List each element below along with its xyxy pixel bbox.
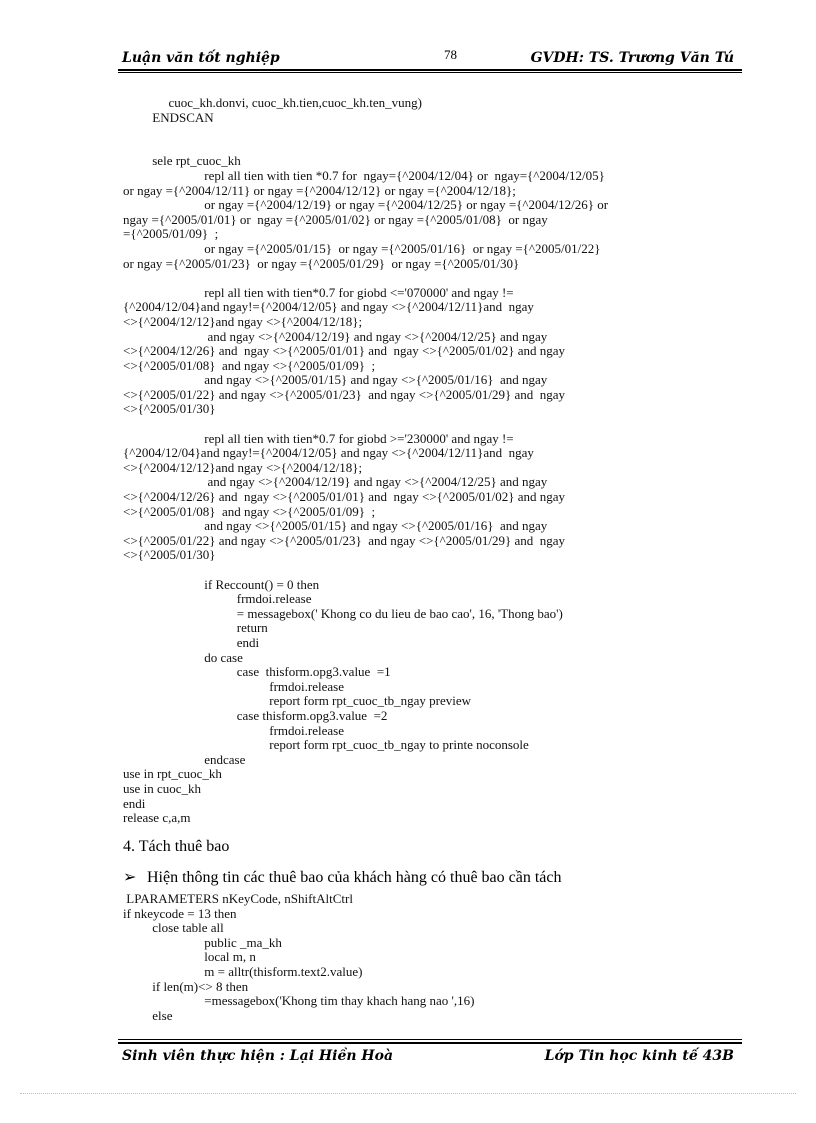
header-thesis-title: Luận văn tốt nghiệp <box>122 50 280 66</box>
code-block-split <box>123 892 743 1023</box>
code-line: and ngay <>{^2004/12/19} and ngay <>{^2004/12/25} and ngay <box>123 328 548 344</box>
code-line: sele rpt_cuoc_kh <box>123 153 241 169</box>
bullet-text: Hiện thông tin các thuê bao của khách hàng có thuê bao cần tách <box>147 869 562 886</box>
code-line: endcase <box>123 751 246 767</box>
code-line: <>{^2004/12/26} and ngay <>{^2005/01/01} and ngay <>{^2005/01/02} and ngay <box>123 489 566 505</box>
code-line: or ngay ={^2005/01/23} or ngay ={^2005/01/29} or ngay ={^2005/01/30} <box>123 255 520 271</box>
footer-rule-thin <box>118 1039 742 1040</box>
header-supervisor: GVDH: TS. Trương Văn Tú <box>530 50 734 66</box>
code-line: and ngay <>{^2005/01/15} and ngay <>{^2005/01/16} and ngay <box>123 518 548 534</box>
page-number: 78 <box>444 47 457 62</box>
code-line: {^2004/12/04}and ngay!={^2004/12/05} and ngay <>{^2004/12/11}and ngay <box>123 299 534 315</box>
code-line: {^2004/12/04}and ngay!={^2004/12/05} and ngay <>{^2004/12/11}and ngay <box>123 445 534 461</box>
code-line: ={^2005/01/09} ; <box>123 226 219 242</box>
code-line: = messagebox(' Khong co du lieu de bao cao', 16, 'Thong bao') <box>123 605 563 621</box>
code-line <box>123 563 743 578</box>
code-line <box>123 140 743 155</box>
code-line: use in rpt_cuoc_kh <box>123 766 222 782</box>
code-line: repl all tien with tien*0.7 for giobd >='230000' and ngay != <box>123 430 514 446</box>
header-rule-thick <box>118 69 742 71</box>
arrow-bullet-icon: ➢ <box>123 869 137 886</box>
code-line: frmdoi.release <box>123 678 344 694</box>
code-line: and ngay <>{^2004/12/19} and ngay <>{^2004/12/25} and ngay <box>123 474 548 490</box>
code-line <box>123 417 743 432</box>
code-line: <>{^2004/12/26} and ngay <>{^2005/01/01} and ngay <>{^2005/01/02} and ngay <box>123 343 566 359</box>
code-line: endi <box>123 634 260 650</box>
code-line: =messagebox('Khong tim thay khach hang nao ',16) <box>123 993 475 1009</box>
code-line: release c,a,m <box>123 810 191 826</box>
code-line: <>{^2004/12/12}and ngay <>{^2004/12/18}; <box>123 313 363 329</box>
code-line: <>{^2005/01/08} and ngay <>{^2005/01/09} ; <box>123 503 376 519</box>
code-line: if len(m)<> 8 then <box>123 978 249 994</box>
code-line: endi <box>123 795 146 811</box>
section-heading: 4. Tách thuê bao <box>123 838 230 855</box>
footer-class: Lớp Tin học kinh tế 43B <box>544 1048 734 1064</box>
code-line: report form rpt_cuoc_tb_ngay preview <box>123 693 472 709</box>
code-line: repl all tien with tien *0.7 for ngay={^2004/12/04} or ngay={^2004/12/05} <box>123 167 605 183</box>
code-line: LPARAMETERS nKeyCode, nShiftAltCtrl <box>123 891 353 906</box>
footer-rule-thick <box>118 1042 742 1044</box>
header-rule-thin <box>118 72 742 73</box>
code-line: <>{^2005/01/08} and ngay <>{^2005/01/09} ; <box>123 357 376 373</box>
code-line: ngay ={^2005/01/01} or ngay ={^2005/01/02} or ngay ={^2005/01/08} or ngay <box>123 211 548 227</box>
code-line: if nkeycode = 13 then <box>123 905 237 921</box>
footer-student: Sinh viên thực hiện : Lại Hiền Hoà <box>122 1048 394 1064</box>
code-line: m = alltr(thisform.text2.value) <box>123 963 363 979</box>
code-line: frmdoi.release <box>123 722 344 738</box>
code-line: <>{^2005/01/30} <box>123 401 216 417</box>
code-line: do case <box>123 649 243 665</box>
code-line: case thisform.opg3.value =1 <box>123 664 391 680</box>
code-line: cuoc_kh.donvi, cuoc_kh.tien,cuoc_kh.ten_vung) <box>123 95 422 110</box>
code-line: or ngay ={^2004/12/19} or ngay ={^2004/12/25} or ngay ={^2004/12/26} or <box>123 197 609 213</box>
code-line: <>{^2005/01/22} and ngay <>{^2005/01/23} and ngay <>{^2005/01/29} and ngay <box>123 532 566 548</box>
code-line: case thisform.opg3.value =2 <box>123 707 388 723</box>
code-line: else <box>123 1007 173 1023</box>
code-line: <>{^2005/01/22} and ngay <>{^2005/01/23} and ngay <>{^2005/01/29} and ngay <box>123 386 566 402</box>
bullet-item <box>123 867 562 887</box>
code-line: if Reccount() = 0 then <box>123 576 320 592</box>
code-line: or ngay ={^2005/01/15} or ngay ={^2005/01/16} or ngay ={^2005/01/22} <box>123 240 601 256</box>
code-line <box>123 125 743 140</box>
code-line: <>{^2004/12/12}and ngay <>{^2004/12/18}; <box>123 459 363 475</box>
code-block-report <box>123 96 743 826</box>
code-line: public _ma_kh <box>123 934 282 950</box>
code-line: and ngay <>{^2005/01/15} and ngay <>{^2005/01/16} and ngay <box>123 372 548 388</box>
code-line <box>123 271 743 286</box>
code-line: close table all <box>123 920 224 936</box>
code-line: return <box>123 620 268 636</box>
code-line: <>{^2005/01/30} <box>123 547 216 563</box>
code-line: ENDSCAN <box>123 109 214 125</box>
code-line: local m, n <box>123 949 256 965</box>
code-line: frmdoi.release <box>123 591 312 607</box>
code-line: or ngay ={^2004/12/11} or ngay ={^2004/12/12} or ngay ={^2004/12/18}; <box>123 182 516 198</box>
code-line: use in cuoc_kh <box>123 780 201 796</box>
code-line: repl all tien with tien*0.7 for giobd <='070000' and ngay != <box>123 284 514 300</box>
page-bottom-dotted-line <box>20 1093 796 1095</box>
code-line: report form rpt_cuoc_tb_ngay to printe noconsole <box>123 737 529 753</box>
